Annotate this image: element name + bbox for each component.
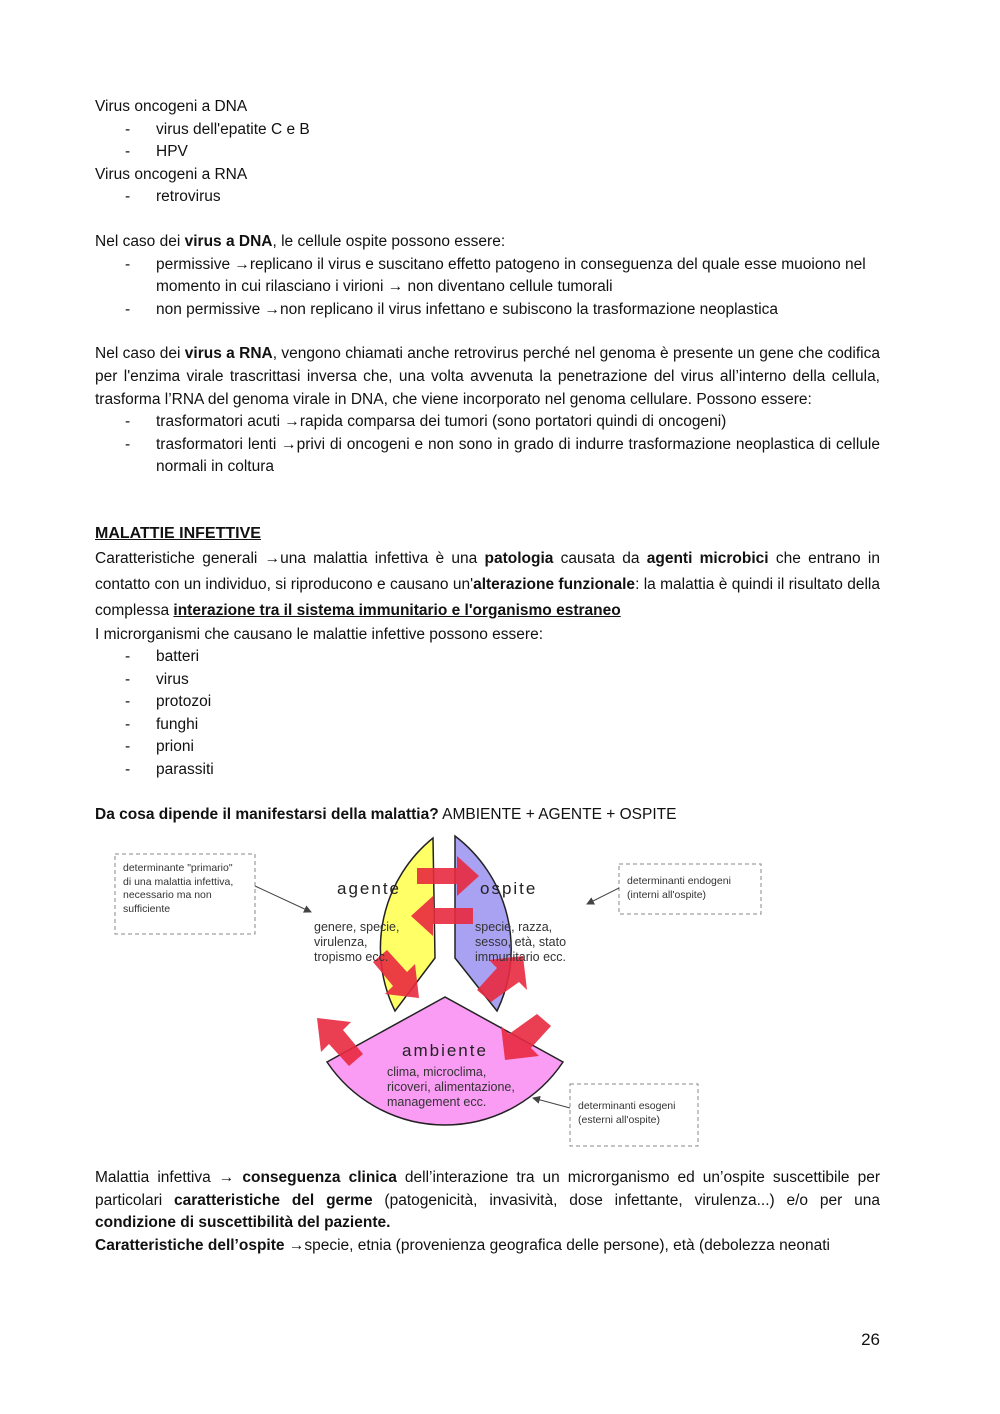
ospite-title: ospite xyxy=(480,879,538,899)
text-line: management ecc. xyxy=(387,1095,487,1110)
text: : la malattia è quindi il risultato della complessa xyxy=(95,575,881,619)
list-item: - retrovirus xyxy=(95,186,880,209)
ospite-description xyxy=(475,920,566,965)
ambiente-description xyxy=(387,1065,515,1110)
host-characteristics xyxy=(95,1235,880,1258)
dna-oncogenic-list xyxy=(95,119,880,164)
infective-paragraph xyxy=(95,546,880,624)
text-line: necessario ma non xyxy=(123,889,212,902)
text: AMBIENTE + AGENTE + OSPITE xyxy=(438,805,677,823)
page-number: 26 xyxy=(861,1330,880,1349)
list-item: - virus dell'epatite C e B xyxy=(95,119,880,142)
section-title: MALATTIE INFETTIVE xyxy=(95,524,261,542)
bold-text: caratteristiche del germe xyxy=(174,1191,373,1209)
bold-underlined-text: interazione tra il sistema immunitario e l'organismo estraneo xyxy=(173,601,621,619)
dna-oncogenic-title: Virus oncogeni a DNA xyxy=(95,98,248,115)
text-line: (interni all'ospite) xyxy=(627,889,707,902)
rna-oncogenic-title: Virus oncogeni a RNA xyxy=(95,165,248,183)
list-item: - prioni xyxy=(95,736,880,759)
bold-text: condizione di suscettibilità del paziente. xyxy=(95,1214,391,1232)
text: Malattia infettiva → xyxy=(95,1169,243,1187)
text: , vengono chiamati anche retrovirus perché nel genoma è presente un gene che codifica per l'enzima virale trascrittasi inversa che, una volta avvenuta la penetrazione del virus all’interno della cellula, trasforma l’RNA del genoma virale in DNA, che viene incorporato nel genoma cellulare. Possono essere: xyxy=(95,345,880,408)
text-line: ricoveri, alimentazione, xyxy=(387,1080,515,1095)
text-line: virulenza, xyxy=(314,935,368,950)
conclusion-paragraph xyxy=(95,1167,880,1235)
ambiente-connector xyxy=(533,1098,570,1108)
text-line: tropismo ecc. xyxy=(314,950,389,965)
text: causata da xyxy=(553,549,647,567)
ospite-connector xyxy=(587,888,619,904)
rna-section-list xyxy=(95,411,880,479)
text-line: immunitario ecc. xyxy=(475,950,566,965)
rna-oncogenic-list xyxy=(95,186,880,209)
bold-text: conseguenza clinica xyxy=(242,1169,397,1187)
list-item: - protozoi xyxy=(95,691,880,714)
microorganisms-intro: I microrganismi che causano le malattie infettive possono essere: xyxy=(95,625,543,643)
text-line: sesso, età, stato xyxy=(475,935,567,950)
dna-section-list xyxy=(95,254,880,322)
rna-section-intro xyxy=(95,343,880,411)
text-line: determinante "primario" xyxy=(123,862,233,875)
list-item: - trasformatori acuti →rapida comparsa dei tumori (sono portatori quindi di oncogeni) xyxy=(95,411,880,434)
bold-text: agenti microbici xyxy=(646,549,769,567)
text: dell’interazione tra un microrganismo ed un’ospite suscettibile per particolari xyxy=(95,1169,881,1209)
bold-text: Caratteristiche dell’ospite xyxy=(95,1237,285,1255)
text-line: di una malattia infettiva, xyxy=(123,875,234,888)
agente-title: agente xyxy=(337,879,401,899)
list-item: - parassiti xyxy=(95,759,880,782)
text-line: specie, razza, xyxy=(475,920,553,935)
list-item: - virus xyxy=(95,669,880,692)
bold-text: alterazione funzionale xyxy=(473,575,636,593)
text: →specie, etnia (provenienza geografica delle persone), età (debolezza neonati xyxy=(284,1237,830,1255)
text: (patogenicità, invasività, dose infettante, virulenza...) e/o per una xyxy=(372,1191,880,1209)
text-line: (esterni all'ospite) xyxy=(578,1114,660,1127)
list-item: - HPV xyxy=(95,141,880,164)
text-line: sufficiente xyxy=(123,902,171,915)
document-page xyxy=(95,96,880,1258)
ambiente-note-text xyxy=(578,1099,675,1127)
bold-text: virus a DNA xyxy=(184,232,273,250)
list-item: - batteri xyxy=(95,646,880,669)
text-line: clima, microclima, xyxy=(387,1065,487,1080)
agente-connector xyxy=(255,886,311,912)
epidemiological-triad-diagram xyxy=(95,832,880,1157)
text-line: genere, specie, xyxy=(314,920,400,935)
list-item: - funghi xyxy=(95,714,880,737)
text: Nel caso dei xyxy=(95,345,185,363)
text-line: determinanti endogeni xyxy=(627,875,731,888)
list-item: - permissive →replicano il virus e suscitano effetto patogeno in conseguenza del quale esse muoiono nel momento in cui rilasciano i virioni → non diventano cellule tumorali xyxy=(95,254,880,299)
question-line xyxy=(95,804,880,827)
bold-text: virus a RNA xyxy=(184,345,273,363)
list-item: - trasformatori lenti →privi di oncogeni e non sono in grado di indurre trasformazione neoplastica di cellule normali in coltura xyxy=(95,434,880,479)
text: che entrano in contatto con un individuo, si riproducono e causano un' xyxy=(95,549,880,593)
text: Nel caso dei xyxy=(95,232,185,250)
dna-section-intro xyxy=(95,231,880,254)
bold-text: Da cosa dipende il manifestarsi della malattia? xyxy=(95,805,439,823)
agente-description xyxy=(314,920,399,965)
agente-note-text xyxy=(123,862,233,916)
microorganisms-list xyxy=(95,646,880,782)
list-item: - non permissive →non replicano il virus infettano e subiscono la trasformazione neoplastica xyxy=(95,299,880,322)
ambiente-title: ambiente xyxy=(402,1041,488,1061)
ospite-note-text xyxy=(627,874,731,902)
bold-text: patologia xyxy=(484,549,554,567)
text: Caratteristiche generali →una malattia infettiva è una xyxy=(95,549,485,567)
text: , le cellule ospite possono essere: xyxy=(272,232,506,250)
text-line: determinanti esogeni xyxy=(578,1100,676,1113)
